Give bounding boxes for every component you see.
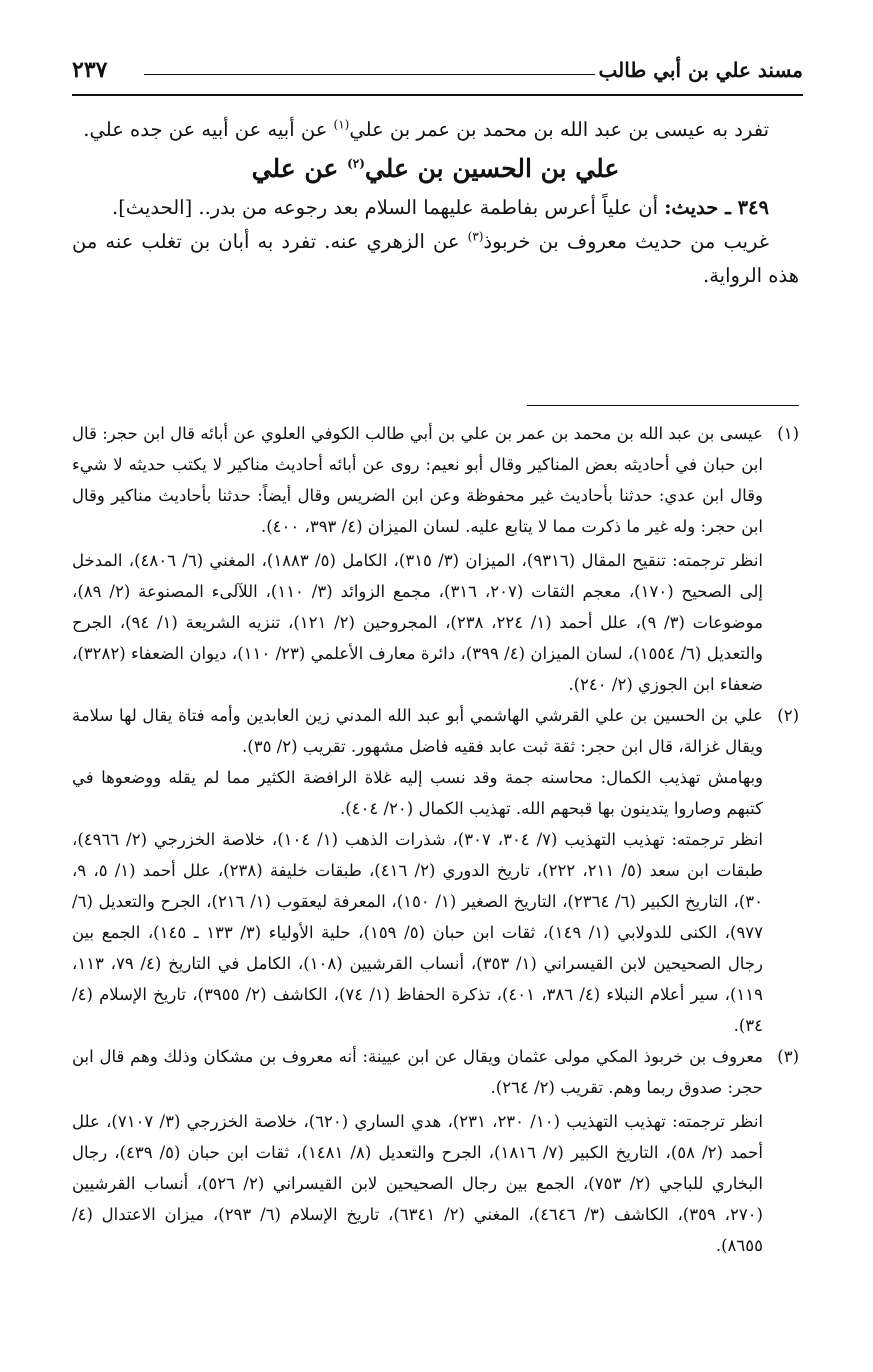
section-heading-text-a: علي بن الحسين بن علي — [364, 154, 620, 183]
footnote-1-mark: (١) — [777, 424, 799, 443]
footnote-2-paragraph-3: انظر ترجمته: تهذيب التهذيب (٧/ ٣٠٤، ٣٠٧)، شذرات الذهب (١/ ١٠٤)، خلاصة الخزرجي (٢/ ٤٩٦٦)، طبقات ابن سعد (٥/ ٢١١، ٢٢٢)، تاريخ الدوري (٢/ ٤١٦)، طبقات خليفة (٢٣٨)، علل أحمد (١/ ٥، ٩، ٣٠)، التاريخ الكبير (٦/ ٢٣٦٤)، التاريخ الصغير (١/ ١٥٠)، المعرفة ليعقوب (١/ ٢١٦)، الجرح والتعديل (٦/ ٩٧٧)، الكنى للدولابي (١/ ١٤٩)، ثقات ابن حبان (٥/ ١٥٩)، حلية الأولياء (٣/ ١٣٣ ـ ١٤٥)، الجمع بين رجال الصحيحين لابن القيسراني (١/ ٣٥٣)، أنساب القرشيين (١٠٨)، الكامل في التاريخ (٤/ ٧٩، ١١٣، ١١٩)، سير أعلام النبلاء (٤/ ٣٨٦، ٤٠١)، تذكرة الحفاظ (١/ ٧٤)، الكاشف (٢/ ٣٩٥٥)، تاريخ الإسلام (٤/ ٣٤). — [72, 830, 764, 1035]
footnotes — [72, 418, 799, 1261]
footnote-1-paragraph-1: عيسى بن عبد الله بن محمد بن عمر بن علي بن أبي طالب الكوفي العلوي عن أبائه قال ابن حجر: قال ابن حبان في أحاديثه بعض المناكير وقال أبو نعيم: روى عن أبائه أحاديث مناكير لا يكتب حديثه لا شيء وقال ابن عدي: حدثنا بأحاديث غير محفوظة وعن ابن الضريس وقال أيضاً: حدثنا بأحاديث مناكير وقال ابن حجر: وله غير ما ذكرت مما لا يتابع عليه. لسان الميزان (٤/ ٣٩٣، ٤٠٠). — [72, 424, 763, 536]
footnote-3 — [72, 1041, 799, 1261]
page-number: ٢٣٧ — [72, 57, 108, 83]
running-title: مسند علي بن أبي طالب — [598, 58, 803, 82]
footnote-1-body — [72, 418, 763, 700]
paragraph-1-text-b: عن أبيه عن أبيه عن جده علي. — [83, 118, 334, 141]
paragraph-3-text-a: غريب من حديث معروف بن خربوذ — [483, 230, 769, 253]
main-text — [72, 113, 799, 293]
footnote-1 — [72, 418, 799, 700]
section-heading-text-b: عن علي — [251, 154, 348, 183]
section-heading — [72, 149, 799, 189]
header-rule — [144, 74, 595, 75]
footnote-1-paragraph-2: انظر ترجمته: تنقيح المقال (٩٣١٦)، الميزان (٣/ ٣١٥)، الكامل (٥/ ١٨٨٣)، المغني (٦/ ٤٨٠٦)، المدخل إلى الصحيح (١٧٠)، معجم الثقات (٢٠٧، ٣١٦)، مجمع الزوائد (٣/ ١١٠)، اللآلىء المصنوعة (٢/ ٨٩)، موضوعات (٣/ ٩)، علل أحمد (١/ ٢٢٤، ٢٣٨)، المجروحين (٢/ ١٢١)، تنزيه الشريعة (١/ ٩٤)، الجرح والتعديل (٦/ ١٥٥٤)، لسان الميزان (٤/ ٣٩٩)، دائرة معارف الأعلمي (٢٣/ ١١٠)، ديوان الضعفاء (٣٢٨٢)، ضعفاء ابن الجوزي (٢/ ٢٤٠). — [72, 551, 764, 694]
hadith-paragraph — [72, 191, 799, 225]
footnote-3-body — [72, 1041, 763, 1261]
footnote-2-body — [72, 700, 763, 1041]
footnote-2 — [72, 700, 799, 1041]
footnote-3-mark: (٣) — [777, 1047, 799, 1066]
footnote-2-mark: (٢) — [777, 706, 799, 725]
footnote-2-paragraph-2: وبهامش تهذيب الكمال: محاسنه جمة وقد نسب إليه غلاة الرافضة الكثير مما لم يقله ووضعوها في كتبهم وصاروا يتدينون بها قبحهم الله. تهذيب الكمال (٢٠/ ٤٠٤). — [72, 768, 763, 818]
paragraph-3-text-b: عن الزهري عنه. تفرد به أبان بن تغلب عنه من هذه الرواية. — [72, 230, 799, 287]
footnote-3-paragraph-2: انظر ترجمته: تهذيب التهذيب (١٠/ ٢٣٠، ٢٣١)، هدي الساري (٦٢٠)، خلاصة الخزرجي (٣/ ٧١٠٧)، علل أحمد (٢/ ٥٨)، التاريخ الكبير (٧/ ١٨١٦)، الجرح والتعديل (٨/ ١٤٨١)، ثقات ابن حبان (٥/ ٤٣٩)، رجال البخاري للباجي (٢/ ٧٥٣)، الجمع بين رجال الصحيحين لابن القيسراني (٢/ ٥٢٦)، أنساب القرشيين (٢٧٠، ٣٥٩)، الكاشف (٣/ ٤٦٤٦)، المغني (٢/ ٦٣٤١)، تاريخ الإسلام (٦/ ٢٩٣)، ميزان الاعتدال (٤/ ٨٦٥٥). — [72, 1112, 764, 1255]
paragraph-1-text-a: تفرد به عيسى بن عبد الله بن محمد بن عمر بن علي — [349, 118, 769, 141]
footnote-2-paragraph-1: علي بن الحسين بن علي القرشي الهاشمي أبو عبد الله المدني زين العابدين وأمه فتاة يقال لها سلامة ويقال غزالة، قال ابن حجر: ثقة ثبت عابد فقيه فاضل مشهور. تقريب (٢/ ٣٥). — [72, 706, 763, 756]
footnote-separator — [527, 405, 799, 406]
footnote-ref-1: (١) — [333, 117, 350, 132]
footnote-ref-2: (٢) — [347, 156, 365, 171]
hadith-number: ٣٤٩ ـ حديث: — [664, 196, 769, 219]
hadith-text: أن علياً أعرس بفاطمة عليهما السلام بعد رجوعه من بدر.. [الحديث]. — [112, 196, 665, 219]
page-header — [72, 50, 803, 96]
footnote-ref-3: (٣) — [467, 229, 484, 244]
paragraph-1 — [72, 113, 799, 147]
paragraph-3 — [72, 225, 799, 293]
footnote-3-paragraph-1: معروف بن خربوذ المكي مولى عثمان ويقال عن ابن عيينة: أنه معروف بن مشكان وذلك وهم قال ابن حجر: صدوق ربما وهم. تقريب (٢/ ٢٦٤). — [72, 1047, 763, 1097]
